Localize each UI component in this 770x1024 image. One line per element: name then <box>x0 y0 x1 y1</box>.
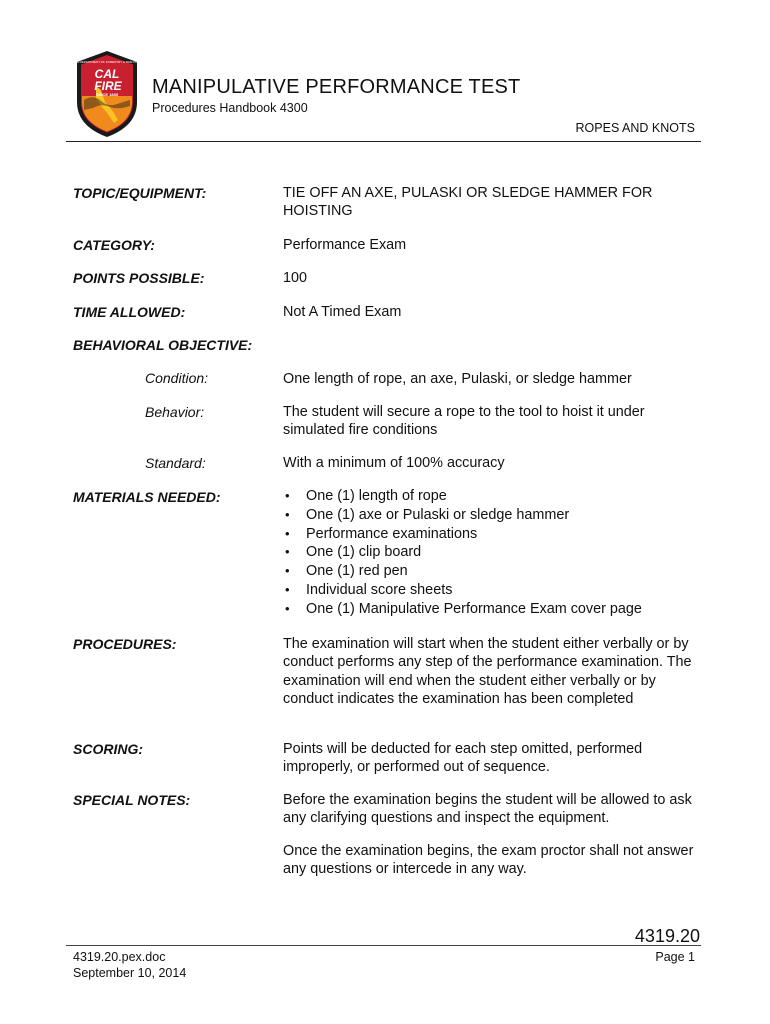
behavior-value: The student will secure a rope to the tool to hoist it under simulated fire conditions <box>283 404 645 439</box>
page-title: MANIPULATIVE PERFORMANCE TEST <box>152 76 521 98</box>
list-item: • One (1) axe or Pulaski or sledge hammer <box>283 506 642 525</box>
procedures-value: The examination will start when the student either verbally or by conduct performs any step of the performance examination. The examination will end when the student either verbally or by conduct indicates the examination has been completed <box>283 636 692 707</box>
special-notes-value-1: Before the examination begins the student will be allowed to ask any clarifying questions and inspect the equipment. <box>283 792 692 827</box>
list-item: • Performance examinations <box>283 525 642 544</box>
list-item: • Individual score sheets <box>283 581 642 600</box>
procedures-label: PROCEDURES: <box>73 636 177 652</box>
svg-text:CALIFORNIA DEPARTMENT OF FORES: CALIFORNIA DEPARTMENT OF FORESTRY & FIRE PROTECTION <box>60 60 154 64</box>
document-number: 4319.20 <box>634 926 700 946</box>
scoring-label: SCORING: <box>73 741 143 757</box>
materials-label: MATERIALS NEEDED: <box>73 489 221 505</box>
scoring-value: Points will be deducted for each step omitted, performed improperly, or performed out of sequence. <box>283 741 643 776</box>
time-value: Not A Timed Exam <box>283 304 402 320</box>
category-value: Performance Exam <box>283 237 407 253</box>
special-notes-label: SPECIAL NOTES: <box>73 792 191 808</box>
time-label: TIME ALLOWED: <box>73 304 186 320</box>
standard-label: Standard: <box>145 455 206 471</box>
page-number: Page 1 <box>655 950 695 964</box>
standard-value: With a minimum of 100% accuracy <box>283 455 505 471</box>
condition-label: Condition: <box>145 370 209 386</box>
points-value: 100 <box>283 270 308 286</box>
footer-filename: 4319.20.pex.doc <box>73 950 166 964</box>
list-item: • One (1) Manipulative Performance Exam cover page <box>283 600 642 619</box>
category-label: CATEGORY: <box>73 237 155 253</box>
section-tag: ROPES AND KNOTS <box>575 121 695 135</box>
topic-label: TOPIC/EQUIPMENT: <box>73 185 207 201</box>
cal-fire-logo <box>60 50 154 138</box>
handbook-subtitle: Procedures Handbook 4300 <box>152 101 308 115</box>
list-item: • One (1) length of rope <box>283 487 642 506</box>
behavior-label: Behavior: <box>145 404 205 420</box>
points-label: POINTS POSSIBLE: <box>73 270 205 286</box>
list-item: • One (1) clip board <box>283 543 642 562</box>
footer-date: September 10, 2014 <box>73 966 187 980</box>
topic-value: TIE OFF AN AXE, PULASKI OR SLEDGE HAMMER FOR HOISTING <box>283 185 653 220</box>
materials-list <box>283 487 642 619</box>
svg-text:CAL: CAL <box>94 67 120 81</box>
objective-label: BEHAVIORAL OBJECTIVE: <box>73 337 253 353</box>
condition-value: One length of rope, an axe, Pulaski, or sledge hammer <box>283 371 632 387</box>
special-notes-value-2: Once the examination begins, the exam proctor shall not answer any questions or intercede in any way. <box>283 843 694 878</box>
footer-divider <box>66 945 701 946</box>
header-divider <box>66 141 701 142</box>
svg-text:SINCE 1885: SINCE 1885 <box>95 92 119 97</box>
svg-text:FIRE: FIRE <box>94 79 122 93</box>
list-item: • One (1) red pen <box>283 562 642 581</box>
